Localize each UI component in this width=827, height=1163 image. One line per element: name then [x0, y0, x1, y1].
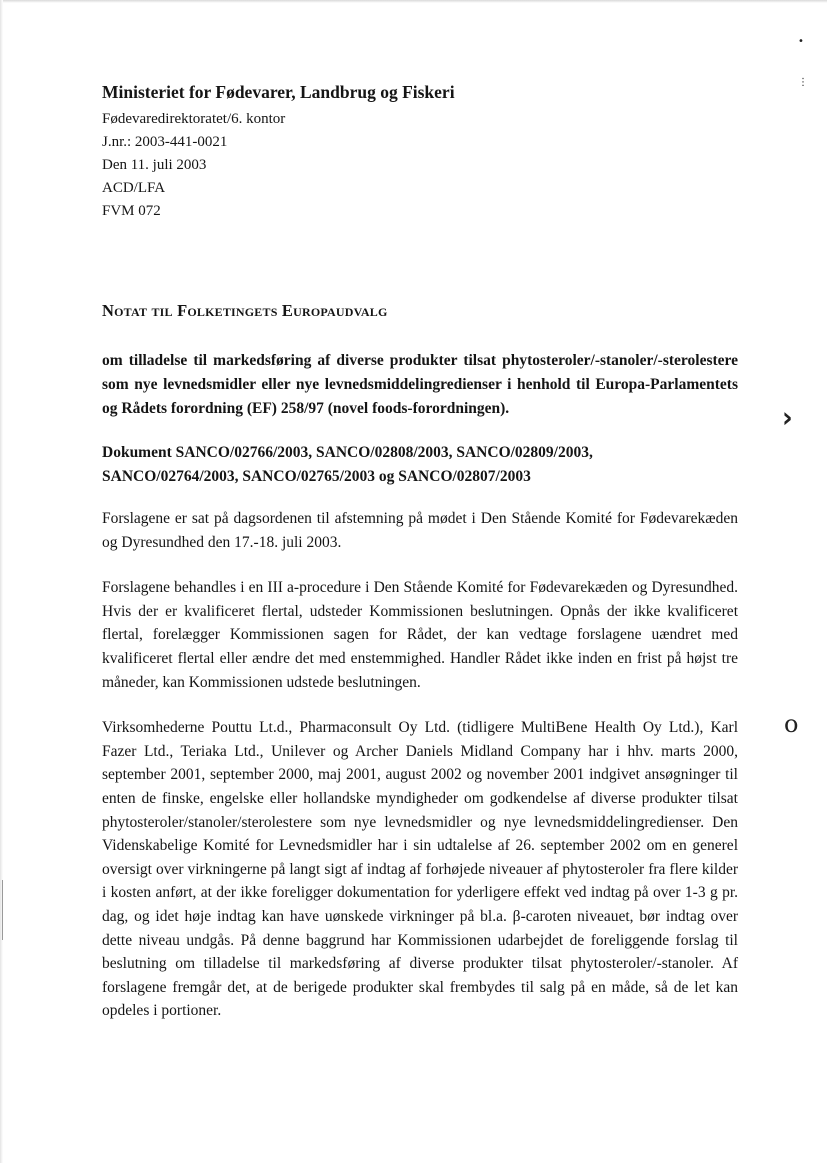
notat-title: Notat til Folketingets Europaudvalg	[102, 301, 388, 320]
body-paragraph: Forslagene er sat på dagsordenen til afstemning på mødet i Den Stående Komité for Fødevarekæden og Dyresundhed den 17.-18. juli 2003.	[102, 510, 738, 551]
margin-punch-hole: o	[784, 710, 799, 738]
document-page	[102, 80, 738, 1023]
notat-subject: om tilladelse til markedsføring af diverse produkter tilsat phytosteroler/-stanoler/-sterolestere som nye levnedsmidler eller nye levnedsmiddelingredienser i henhold til Europa-Parlamentets og Rådets forordning (EF) 258/97 (novel foods-forordningen).	[102, 352, 738, 417]
document-reference-line: Dokument SANCO/02766/2003, SANCO/02808/2003, SANCO/02809/2003,	[102, 444, 593, 461]
scan-edge-top	[0, 0, 827, 3]
ministry-title: Ministeriet for Fødevarer, Landbrug og Fiskeri	[102, 82, 455, 102]
reference-code: FVM 072	[102, 203, 161, 219]
document-date: Den 11. juli 2003	[102, 157, 207, 173]
scan-mark-line	[2, 880, 3, 940]
document-reference-line: SANCO/02764/2003, SANCO/02765/2003 og SANCO/02807/2003	[102, 468, 531, 485]
department-line: Fødevaredirektoratet/6. kontor	[102, 111, 286, 127]
scan-edge-left	[0, 0, 3, 1163]
author-initials: ACD/LFA	[102, 180, 166, 196]
margin-dot-mark: •	[798, 36, 804, 47]
body-paragraph: Forslagene behandles i en III a-procedure i Den Stående Komité for Fødevarekæden og Dyresundhed. Hvis der er kvalificeret flertal, udsteder Kommissionen beslutningen. Opnås der ikke kvalificeret flertal, forelægger Kommissionen sagen for Rådet, der kan vedtage forslagene uændret med kvalificeret flertal eller ændre det med enstemmighed. Handler Rådet ikke inden en frist på højst tre måneder, kan Kommissionen udstede beslutningen.	[102, 579, 738, 691]
letter-header	[102, 108, 738, 223]
margin-dot-mark: ⋮	[798, 77, 808, 88]
document-reference	[102, 441, 738, 489]
body-paragraph: Virksomhederne Pouttu Lt.d., Pharmaconsult Oy Ltd. (tidligere MultiBene Health Oy Ltd.), Karl Fazer Ltd., Teriaka Ltd., Unilever og Archer Daniels Midland Company har i hhv. marts 2000, september 2001, september 2000, maj 2001, august 2002 og november 2001 indgivet ansøgninger til enten de finske, engelske eller hollandske myndigheder om godkendelse af diverse produkter tilsat phytosteroler/stanoler/sterolestere som nye levnedsmidler og nye levnedsmiddelingredienser. Den Videnskabelige Komité for Levnedsmidler har i sin udtalelse af 26. september 2002 om en generel oversigt over virkningerne på langt sigt af indtag af forhøjede niveauer af phytosteroler fra flere kilder i kosten anført, at der ikke foreligger dokumentation for yderligere effekt ved indtag på over 1-3 g pr. dag, og idet høje indtag kan have uønskede virkninger på bl.a. β-caroten niveauet, bør indtag over dette niveau undgås. På denne baggrund har Kommissionen udarbejdet de foreliggende forslag til beslutning om tilladelse til markedsføring af diverse produkter tilsat phytosteroler/-stanoler. Af forslagene fremgår det, at de berigede produkter skal frembydes til salg på en måde, så de let kan opdeles i portioner.	[102, 719, 738, 1020]
journal-number: J.nr.: 2003-441-0021	[102, 134, 228, 150]
margin-punch-mark: ›	[782, 401, 793, 435]
